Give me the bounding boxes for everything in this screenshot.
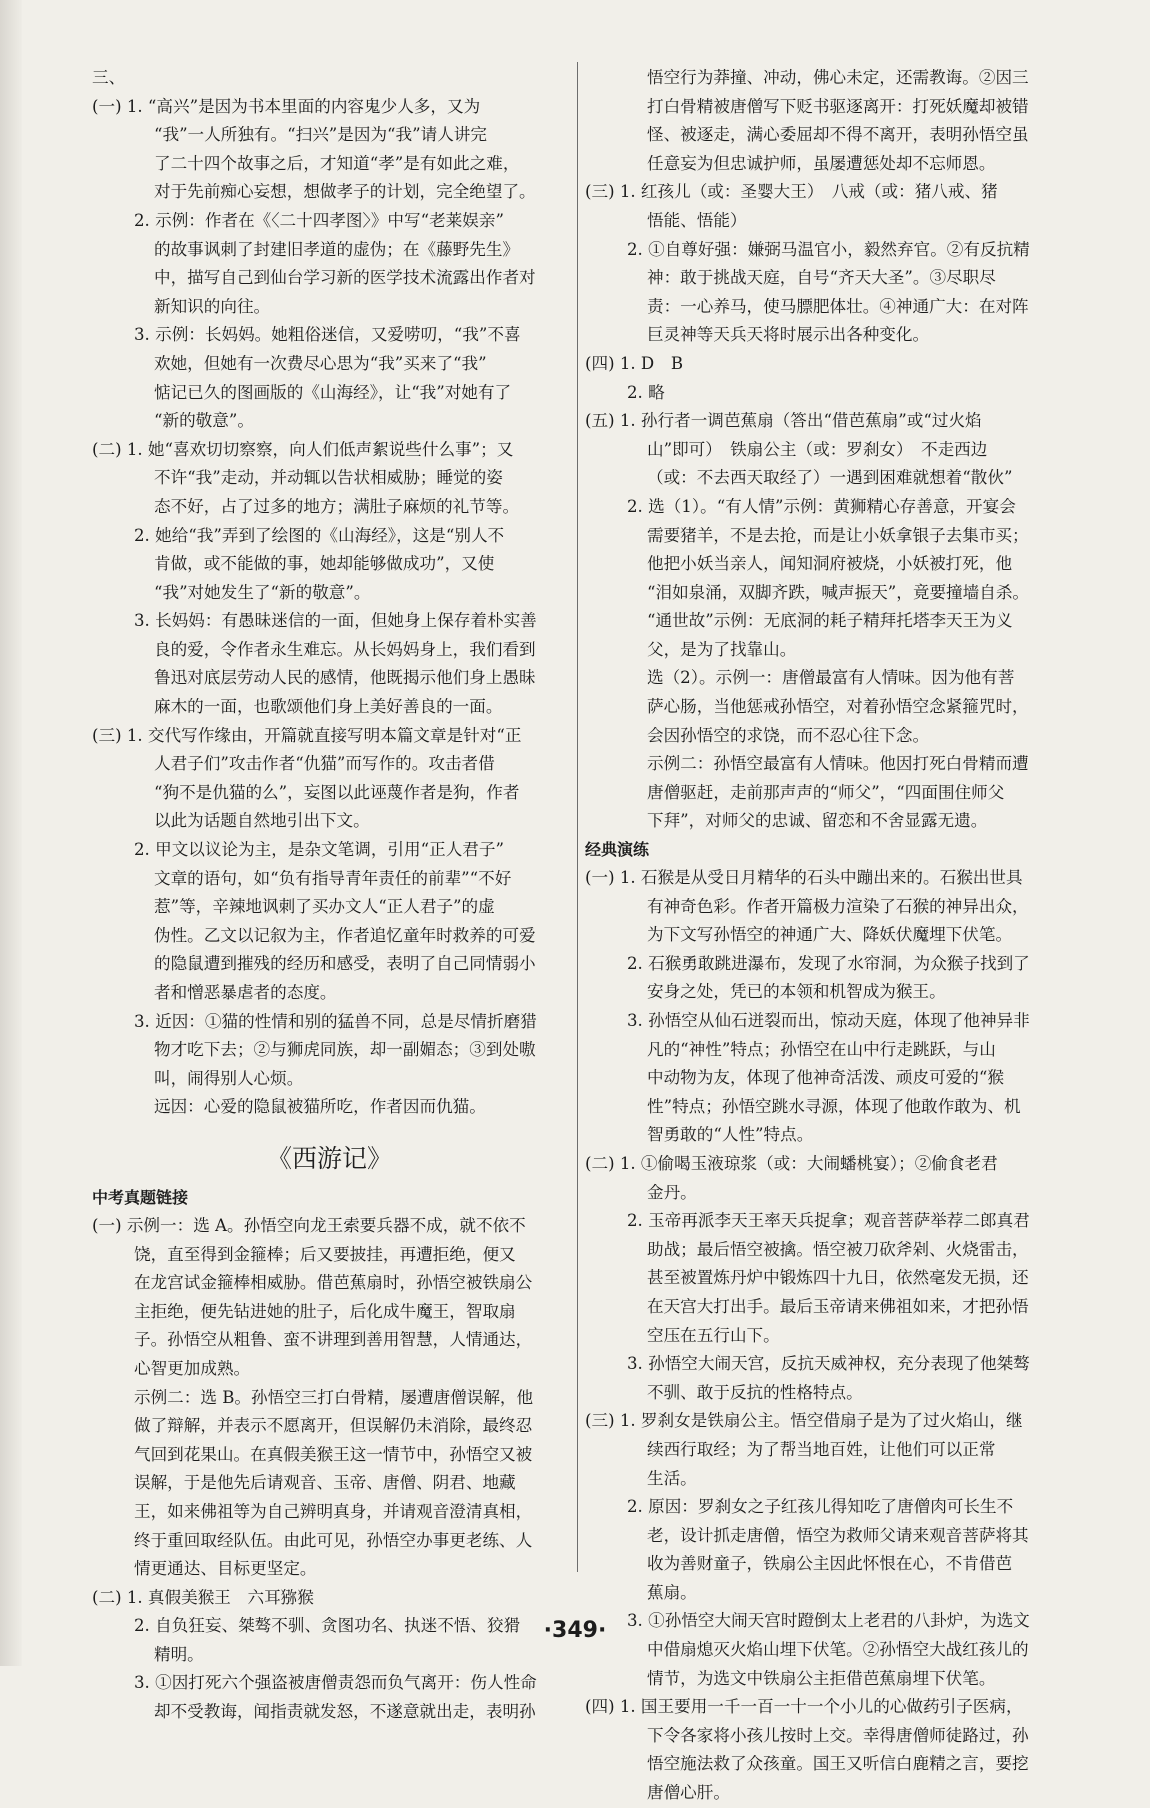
text-line: (三) 1. 交代写作缘由，开篇就直接写明本篇文章是针对“正 [92, 725, 522, 745]
text-line: (一) 1. 石猴是从受日月精华的石头中蹦出来的。石猴出世具 [585, 868, 1023, 888]
text-line: 2. 示例：作者在《〈二十四孝图〉》中写“老莱娱亲” [134, 210, 504, 230]
text-line: 唐僧驱赶，走前那声声的“师父”，“四面围住师父 [647, 782, 1005, 802]
column-divider [577, 62, 578, 1572]
text-line: 情更通达、目标更坚定。 [134, 1559, 317, 1579]
text-line: 萨心肠，当他惩戒孙悟空，对着孙悟空念紧箍咒时， [647, 697, 1029, 717]
text-line: 打白骨精被唐僧写下贬书驱逐离开：打死妖魔却被错 [647, 96, 1029, 116]
text-line: 3. 近因：①猫的性情和别的猛兽不同，总是尽情折磨猎 [134, 1011, 537, 1031]
text-line: 3. ①孙悟空大闹天宫时蹬倒太上老君的八卦炉，为选文 [627, 1611, 1030, 1631]
text-line: 2. 玉帝再派李天王率天兵捉拿；观音菩萨举荐二郎真君 [627, 1211, 1030, 1231]
text-line: 有神奇色彩。作者开篇极力渲染了石猴的神异出众， [647, 896, 1029, 916]
text-line: 2. 甲文以议论为主，是杂文笔调，引用“正人君子” [134, 840, 504, 860]
text-line: 安身之处，凭已的本领和机智成为猴王。 [647, 982, 946, 1002]
left-answer-block-2 [92, 1212, 567, 1727]
text-line: 需要猪羊，不是去抢，而是让小妖拿银子去集市买； [647, 525, 1029, 545]
text-line: 山”即可） 铁扇公主（或：罗刹女） 不走西边 [647, 439, 988, 459]
text-line: 心智更加成熟。 [134, 1358, 251, 1378]
text-line: 情节，为选文中铁扇公主拒借芭蕉扇埋下伏笔。 [647, 1668, 996, 1688]
section-heading-exam-links: 中考真题链接 [92, 1187, 189, 1207]
text-line: 神：敢于挑战天庭，自号“齐天大圣”。③尽职尽 [647, 268, 996, 288]
right-answer-block-2 [585, 864, 1060, 1808]
page-edge [0, 0, 22, 1666]
text-line: 收为善财童子，铁扇公主因此怀恨在心，不肯借芭 [647, 1554, 1013, 1574]
text-line: 3. 孙悟空从仙石迸裂而出，惊动天庭，体现了他神异非 [627, 1011, 1030, 1030]
text-line: 远因：心爱的隐鼠被猫所吃，作者因而仇猫。 [154, 1097, 486, 1117]
text-line: 2. 选（1）。“有人情”示例：黄狮精心存善意，开宴会 [627, 496, 1016, 516]
text-line: 金丹。 [647, 1182, 697, 1202]
text-line: 王，如来佛祖等为自己辨明真身，并请观音澄清真相， [134, 1501, 533, 1521]
text-line: 2. 略 [627, 382, 665, 402]
text-line: 中，描写自己到仙台学习新的医学技术流露出作者对 [154, 268, 536, 288]
text-line: (五) 1. 孙行者一调芭蕉扇（答出“借芭蕉扇”或“过火焰 [585, 411, 982, 431]
text-line: 蕉扇。 [647, 1582, 697, 1602]
text-line: 良的爱，令作者永生难忘。从长妈妈身上，我们看到 [154, 639, 536, 659]
text-line: 生活。 [647, 1468, 697, 1488]
text-line: 示例二：选 B。孙悟空三打白骨精，屡遭唐僧误解，他 [134, 1387, 534, 1407]
right-answer-block [585, 64, 1060, 836]
text-line: 智勇敢的“人性”特点。 [647, 1125, 814, 1145]
text-line: 老，设计抓走唐僧，悟空为救师父请来观音菩萨将其 [647, 1525, 1029, 1545]
text-line: 3. 孙悟空大闹天宫，反抗天威神权，充分表现了他桀骜 [627, 1354, 1030, 1374]
text-line: 3. 示例：长妈妈。她粗俗迷信，又爱唠叨，“我”不喜 [134, 325, 521, 345]
text-line: 任意妄为但忠诚护师，虽屡遭惩处却不忘师恩。 [647, 153, 996, 173]
text-line: 中动物为友，体现了他神奇活泼、顽皮可爱的“猴 [647, 1068, 1004, 1088]
text-line: 对于先前痴心妄想，想做孝子的计划，完全绝望了。 [154, 182, 536, 202]
text-line: 怪、被逐走，满心委屈却不得不离开，表明孙悟空虽 [647, 125, 1029, 145]
text-line: “通世故”示例：无底洞的耗子精拜托塔李天王为义 [647, 611, 1013, 631]
text-line: 叫，闹得别人心烦。 [154, 1068, 304, 1088]
text-line: 主拒绝，便先钻进她的肚子，后化成牛魔王，智取扇 [134, 1301, 516, 1321]
text-line: 悟空行为莽撞、冲动，佛心未定，还需教诲。②因三 [647, 68, 1029, 87]
text-line: (一) 示例一：选 A。孙悟空向龙王索要兵器不成，就不依不 [92, 1215, 526, 1235]
text-line: 空压在五行山下。 [647, 1325, 780, 1345]
text-line: 中借扇熄灭火焰山埋下伏笔。②孙悟空大战红孩儿的 [647, 1640, 1029, 1660]
text-line: (三) 1. 罗刹女是铁扇公主。悟空借扇子是为了过火焰山，继 [585, 1411, 1023, 1431]
text-line: 在龙宫试金箍棒相威胁。借芭蕉扇时，孙悟空被铁扇公 [134, 1273, 533, 1293]
text-line: “新的敬意”。 [154, 411, 254, 431]
text-line: 在天宫大打出手。最后玉帝请来佛祖如来，才把孙悟 [647, 1296, 1029, 1316]
text-line: “泪如泉涌，双脚齐跌，喊声振天”，竟要撞墙自杀。 [647, 582, 1030, 602]
page-number: ·349· [543, 1618, 607, 1643]
text-line: 甚至被置炼丹炉中锻炼四十九日，依然毫发无损，还 [647, 1268, 1029, 1288]
text-line: 惹”等，辛辣地讽刺了买办文人“正人君子”的虚 [154, 897, 495, 917]
section-heading-practice: 经典演练 [585, 840, 650, 860]
text-line: 父，是为了找靠山。 [647, 639, 797, 659]
text-line: 态不好，占了过多的地方；满肚子麻烦的礼节等。 [154, 496, 520, 516]
text-line: 唐僧心肝。 [647, 1783, 730, 1803]
text-line: 不许“我”走动，并动辄以告状相威胁；睡觉的姿 [154, 468, 503, 488]
section-title: 《西游记》 [266, 1143, 392, 1173]
text-line: 惦记已久的图画版的《山海经》，让“我”对她有了 [154, 382, 512, 402]
text-line: 性”特点；孙悟空跳水寻源，体现了他敢作敢为、机 [647, 1096, 1021, 1116]
text-line: 2. ①自尊好强：嫌弼马温官小，毅然弃官。②有反抗精 [627, 239, 1030, 259]
text-line: 选（2）。示例一：唐僧最富有人情味。因为他有菩 [647, 668, 1015, 688]
text-line: 会因孙悟空的求饶，而不忍心往下念。 [647, 725, 930, 745]
text-line: “狗不是仇猫的么”，妄图以此诬蔑作者是狗，作者 [154, 782, 520, 802]
text-line: 下拜”，对师父的忠诚、留恋和不舍显露无遗。 [647, 811, 988, 831]
text-line: 做了辩解，并表示不愿离开，但误解仍未消除，最终忍 [134, 1416, 533, 1436]
text-line: 为下文写孙悟空的神通广大、降妖伏魔埋下伏笔。 [647, 925, 1013, 945]
text-line: 责：一心养马，使马膘肥体壮。④神通广大：在对阵 [647, 296, 1029, 316]
text-line: 物才吃下去；②与狮虎同族，却一副媚态；③到处嗷 [154, 1040, 536, 1060]
text-line: 文章的语句，如“负有指导青年责任的前辈”“不好 [154, 868, 512, 888]
text-line: 的隐鼠遭到摧残的经历和感受，表明了自己同情弱小 [154, 954, 536, 974]
left-column [92, 64, 567, 1727]
text-line: 的故事讽刺了封建旧孝道的虚伪；在《藤野先生》 [154, 239, 520, 259]
text-line: 下令各家将小孩儿按时上交。幸得唐僧师徒路过，孙 [647, 1725, 1029, 1745]
text-line: 2. 自负狂妄、桀骜不驯、贪图功名、执迷不悟、狡猾 [134, 1616, 521, 1636]
text-line: (二) 1. ①偷喝玉液琼浆（或：大闹蟠桃宴）；②偷食老君 [585, 1153, 998, 1173]
text-line: 子。孙悟空从粗鲁、蛮不讲理到善用智慧，人情通达， [134, 1330, 533, 1350]
text-line: 续西行取经；为了帮当地百姓，让他们可以正常 [647, 1439, 996, 1459]
text-line: 凡的“神性”特点；孙悟空在山中行走跳跃，与山 [647, 1039, 996, 1059]
text-line: “我”对她发生了“新的敬意”。 [154, 582, 371, 602]
text-line: 悟能、悟能） [647, 210, 747, 230]
text-line: 示例二：孙悟空最富有人情味。他因打死白骨精而遭 [647, 754, 1029, 774]
text-line: 他把小妖当亲人，闻知洞府被烧，小妖被打死，他 [647, 554, 1013, 574]
text-line: 以此为话题自然地引出下文。 [154, 811, 370, 831]
text-line: 3. ①因打死六个强盗被唐僧责怨而负气离开：伤人性命 [134, 1673, 537, 1693]
text-line: 新知识的向往。 [154, 296, 271, 316]
text-line: （或：不去西天取经了）一遇到困难就想着“散伙” [647, 468, 1013, 488]
text-line: (二) 1. 她“喜欢切切察察，向人们低声絮说些什么事”；又 [92, 439, 514, 459]
text-line: (四) 1. 国王要用一千一百一十一个小儿的心做药引子医病， [585, 1697, 1023, 1717]
text-line: (二) 1. 真假美猴王 六耳猕猴 [92, 1587, 314, 1607]
text-line: 却不受教诲，闻指责就发怒，不遂意就出走，表明孙 [154, 1702, 536, 1722]
text-line: (四) 1. D B [585, 353, 684, 373]
text-line: 饶，直至得到金箍棒；后又要披挂，再遭拒绝，便又 [134, 1244, 516, 1264]
text-line: 三、 [92, 68, 126, 87]
text-line: (一) 1. “高兴”是因为书本里面的内容鬼少人多，又为 [92, 96, 481, 116]
text-line: 麻木的一面，也歌颂他们身上美好善良的一面。 [154, 697, 503, 717]
text-line: 精明。 [154, 1644, 204, 1664]
text-line: 助战；最后悟空被擒。悟空被刀砍斧剁、火烧雷击， [647, 1239, 1029, 1259]
text-line: 巨灵神等天兵天将时展示出各种变化。 [647, 325, 930, 345]
right-column [585, 64, 1060, 1808]
text-line: 者和憎恶暴虐者的态度。 [154, 983, 337, 1002]
text-line: 2. 她给“我”弄到了绘图的《山海经》，这是“别人不 [134, 525, 505, 545]
text-line: (三) 1. 红孩儿（或：圣婴大王） 八戒（或：猪八戒、猪 [585, 182, 998, 202]
text-line: 2. 原因：罗刹女之子红孩儿得知吃了唐僧肉可长生不 [627, 1497, 1014, 1517]
text-line: 肯做，或不能做的事，她却能够做成功”，又使 [154, 554, 495, 574]
text-line: 悟空施法救了众孩童。国王又听信白鹿精之言，要挖 [647, 1754, 1029, 1774]
text-line: 3. 长妈妈：有愚昧迷信的一面，但她身上保存着朴实善 [134, 611, 537, 631]
text-line: 欢她，但她有一次费尽心思为“我”买来了“我” [154, 353, 487, 373]
text-line: 终于重回取经队伍。由此可见，孙悟空办事更老练、人 [134, 1530, 533, 1550]
text-line: 气回到花果山。在真假美猴王这一情节中，孙悟空又被 [134, 1444, 533, 1464]
text-line: 误解，于是他先后请观音、玉帝、唐僧、阴君、地藏 [134, 1473, 516, 1493]
text-line: 了二十四个故事之后，才知道“孝”是有如此之难， [154, 153, 520, 173]
text-line: 2. 石猴勇敢跳进瀑布，发现了水帘洞，为众猴子找到了 [627, 953, 1030, 973]
left-answer-block [92, 64, 567, 1122]
text-line: 人君子们”攻击作者“仇猫”而写作的。攻击者借 [154, 754, 495, 774]
text-line: “我”一人所独有。“扫兴”是因为“我”请人讲完 [154, 125, 487, 145]
text-line: 鲁迅对底层劳动人民的感情，他既揭示他们身上愚昧 [154, 668, 536, 688]
text-line: 不驯、敢于反抗的性格特点。 [647, 1382, 863, 1402]
text-line: 伪性。乙文以记叙为主，作者追忆童年时救养的可爱 [154, 925, 536, 945]
